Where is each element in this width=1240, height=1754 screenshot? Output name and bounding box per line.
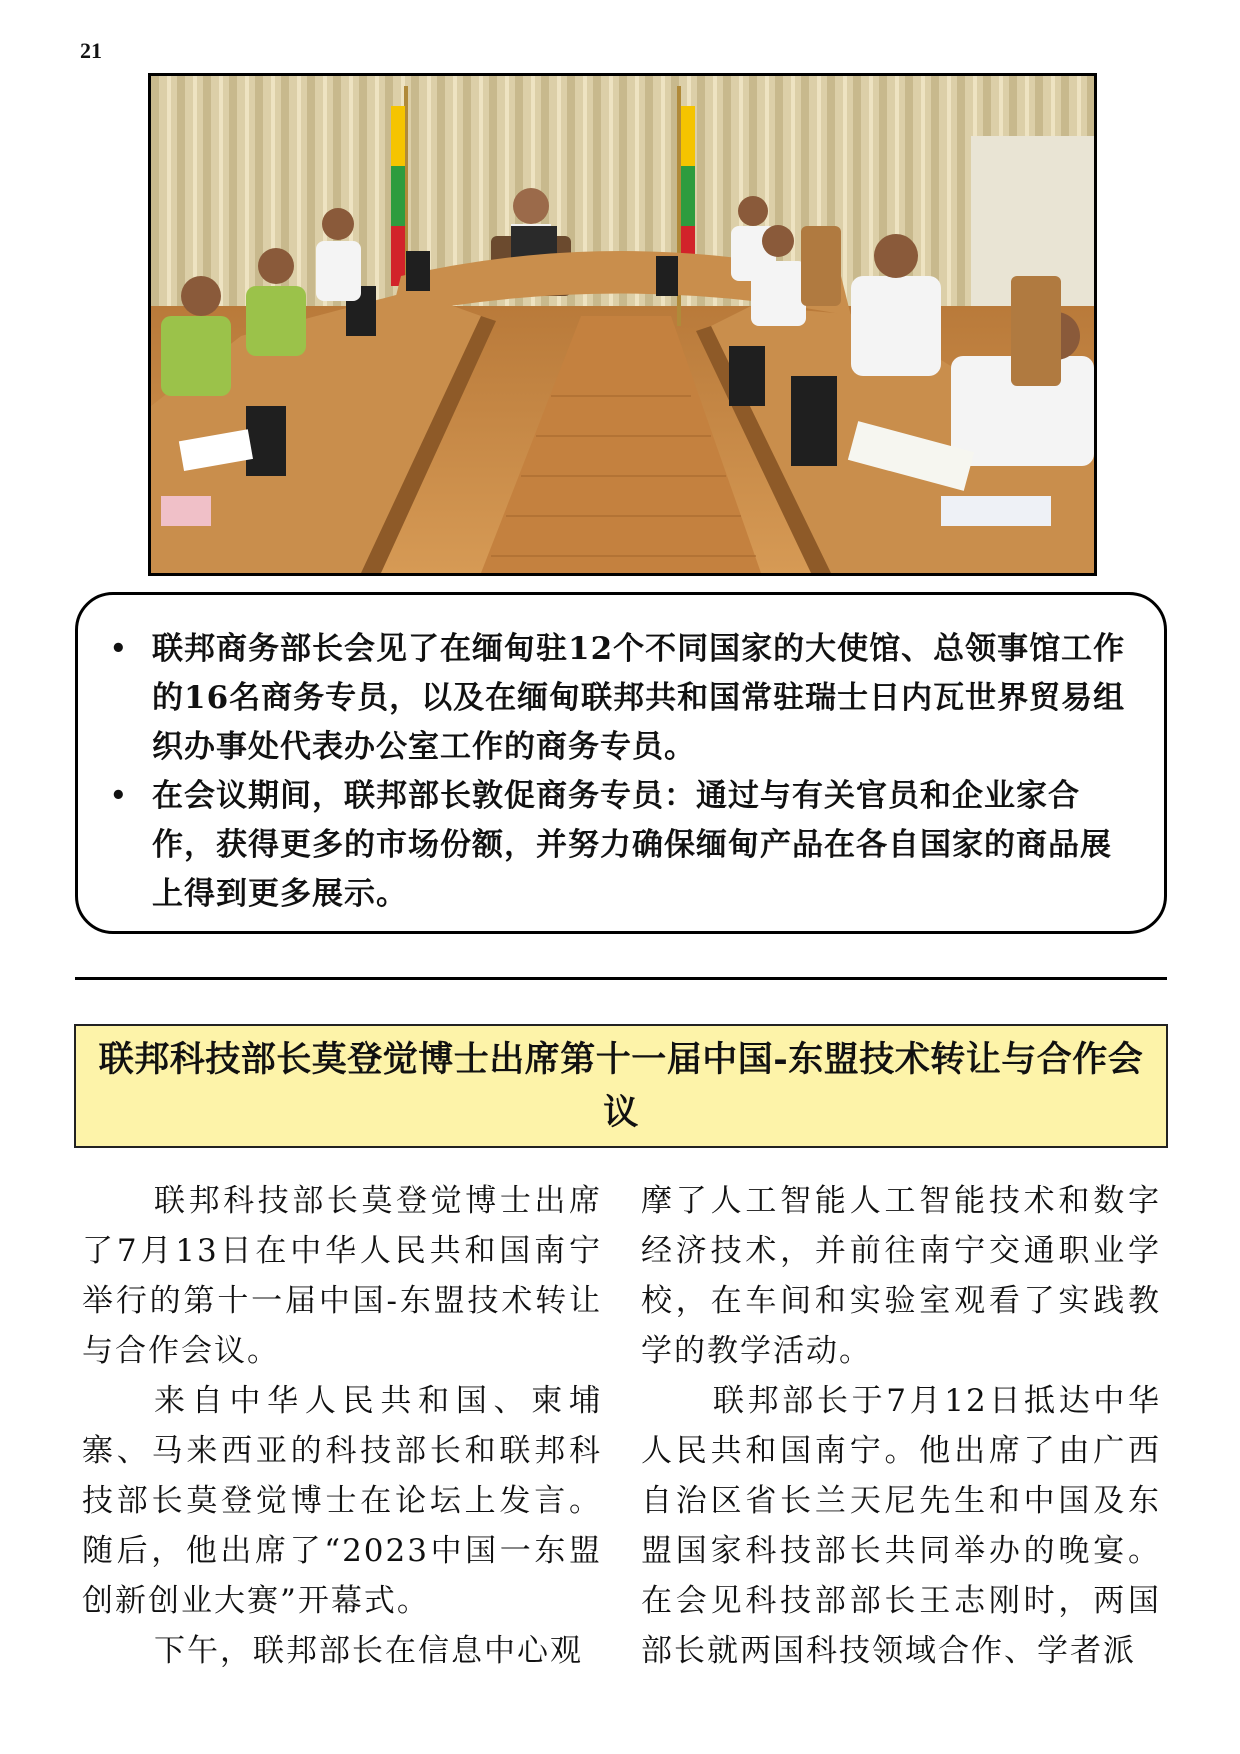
summary-bullet-text: 联邦商务部长会见了在缅甸驻12个不同国家的大使馆、总领事馆工作的16名商务专员，以及在缅甸联邦共和国常驻瑞士日内瓦世界贸易组织办事处代表办公室工作的商务专员。 <box>152 631 1126 765</box>
article-paragraph: 摩了人工智能人工智能技术和数字经济技术，并前往南宁交通职业学校，在车间和实验室观看了实践教学的教学活动。 <box>641 1183 1161 1369</box>
article-paragraph: 下午，联邦部长在信息中心观 <box>154 1633 583 1669</box>
summary-bullet-item <box>110 772 1138 919</box>
article-right-column <box>641 1176 1161 1676</box>
meeting-photo <box>148 73 1097 576</box>
article-title: 联邦科技部长莫登觉博士出席第十一届中国-东盟技术转让与合作会议 <box>98 1039 1144 1133</box>
article-left-column <box>82 1176 602 1676</box>
meeting-room-illustration <box>151 76 1094 573</box>
summary-bullet-item <box>110 625 1138 772</box>
summary-bullet-list <box>110 625 1138 919</box>
summary-box <box>75 592 1167 934</box>
bullet-icon: • <box>110 781 128 811</box>
summary-bullet-text: 在会议期间，联邦部长敦促商务专员：通过与有关官员和企业家合作，获得更多的市场份额，并努力确保缅甸产品在各自国家的商品展上得到更多展示。 <box>152 778 1112 912</box>
article-paragraph: 来自中华人民共和国、柬埔寨、马来西亚的科技部长和联邦科技部长莫登觉博士在论坛上发言。随后，他出席了“2023中国一东盟创新创业大赛”开幕式。 <box>82 1383 602 1619</box>
article-headline-box <box>74 1024 1168 1148</box>
section-divider <box>75 977 1167 980</box>
article-paragraph: 联邦科技部长莫登觉博士出席了7月13日在中华人民共和国南宁举行的第十一届中国-东盟技术转让与合作会议。 <box>82 1183 602 1369</box>
bullet-icon: • <box>110 634 128 664</box>
page-number: 21 <box>80 38 102 63</box>
article-paragraph: 联邦部长于7月12日抵达中华人民共和国南宁。他出席了由广西自治区省长兰天尼先生和中国及东盟国家科技部长共同举办的晚宴。在会见科技部部长王志刚时，两国部长就两国科技领域合作、学者派 <box>641 1383 1161 1669</box>
